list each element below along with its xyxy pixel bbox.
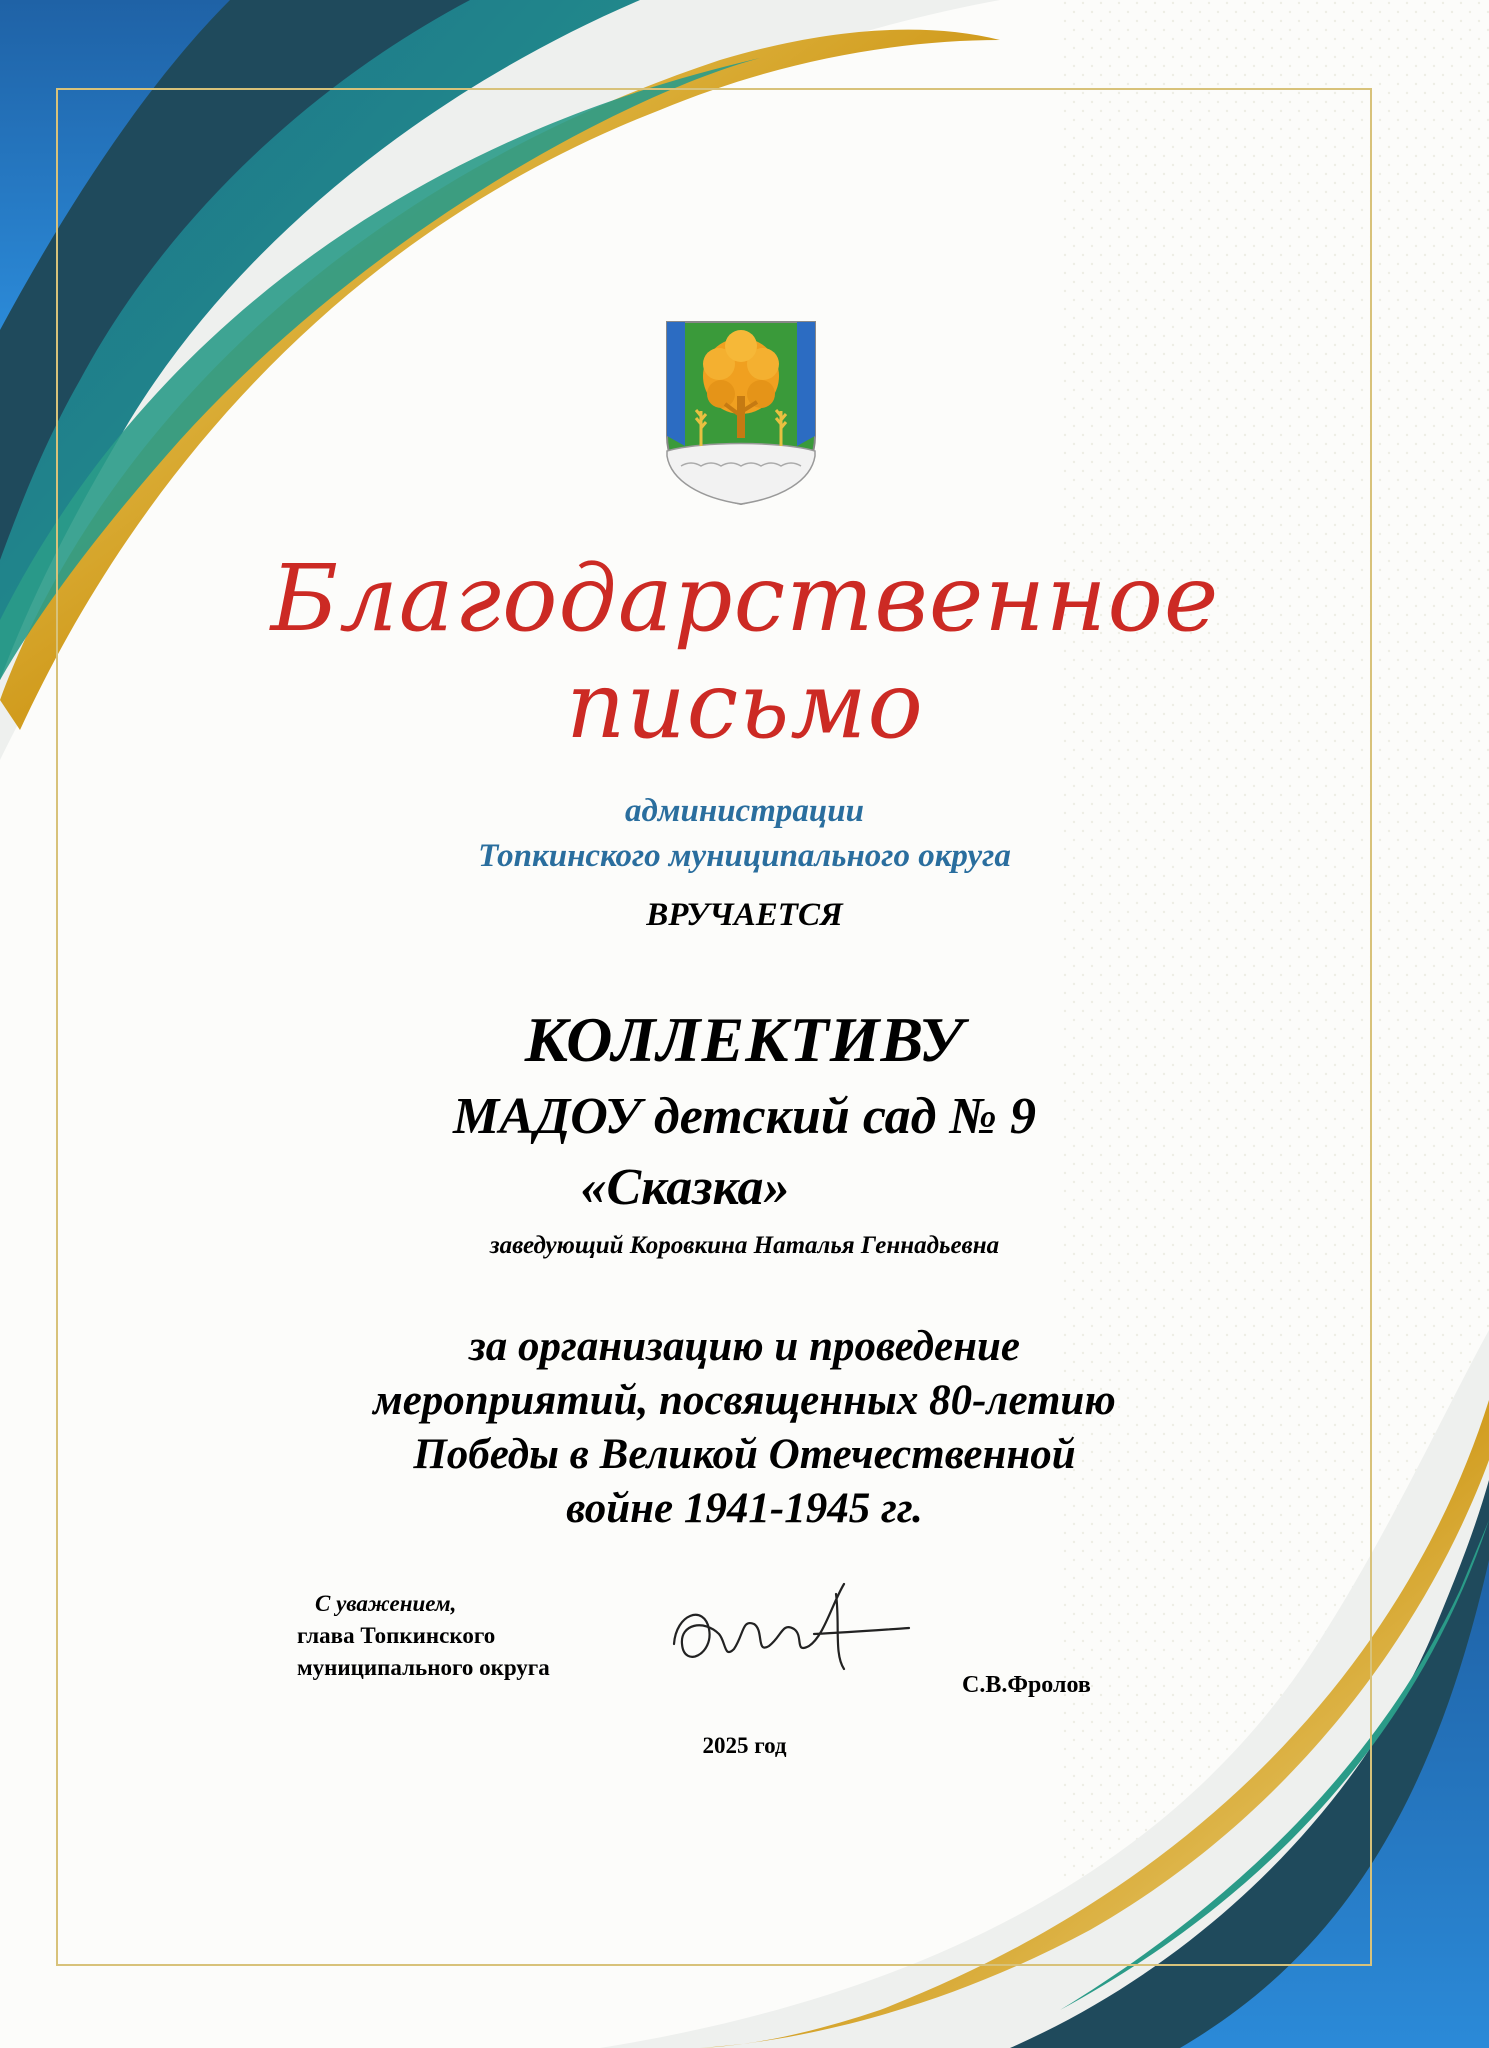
- recipient-line2: МАДОУ детский сад № 9: [453, 1088, 1036, 1145]
- reason-line: Победы в Великой Отечественной: [413, 1431, 1076, 1478]
- recipient-line1: КОЛЛЕКТИВУ: [524, 1004, 965, 1075]
- reason-block: [0, 1320, 1489, 1536]
- reason-line: мероприятий, посвященных 80-летию: [373, 1377, 1116, 1424]
- certificate-title-line1: Благодарственное: [270, 545, 1220, 652]
- presented-label: ВРУЧАЕТСЯ: [646, 897, 843, 933]
- signatory-name: С.В.Фролов: [962, 1672, 1091, 1698]
- signoff-title-line1: глава Топкинского: [297, 1623, 496, 1648]
- signoff-title-line2: муниципального округа: [297, 1655, 550, 1680]
- recipient-line3: «Сказка»: [580, 1159, 790, 1216]
- head-name: заведующий Коровкина Наталья Геннадьевна: [489, 1232, 1000, 1259]
- issuer-line1: администрации: [625, 793, 864, 829]
- signoff-greeting: С уважением,: [315, 1591, 457, 1616]
- handwritten-signature: [664, 1574, 914, 1684]
- issuer-line2: Топкинского муниципального округа: [478, 838, 1011, 874]
- certificate-title-line2: письмо: [566, 652, 924, 759]
- issue-year: 2025 год: [702, 1733, 787, 1758]
- reason-line: войне 1941-1945 гг.: [566, 1485, 923, 1532]
- coat-of-arms-icon: [661, 316, 821, 506]
- reason-line: за организацию и проведение: [468, 1323, 1020, 1370]
- signoff-block: [297, 1588, 550, 1684]
